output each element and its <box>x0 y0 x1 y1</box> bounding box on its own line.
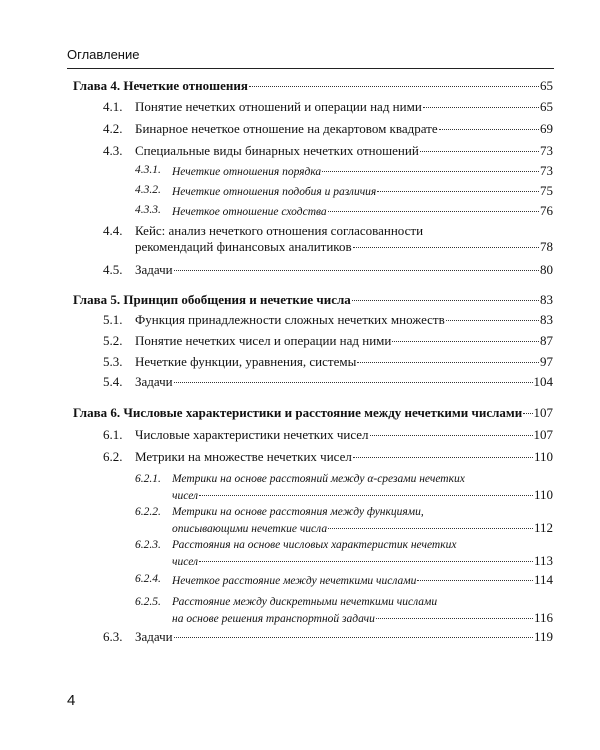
toc-entry-title: Нечеткое отношение сходства <box>172 206 327 218</box>
toc-entry-title: рекомендаций финансовых аналитиков <box>135 239 352 254</box>
toc-dot-leader <box>353 457 533 458</box>
toc-entry-title: Глава 6. Числовые характеристики и расстояние между нечеткими числами <box>73 405 523 420</box>
toc-dot-leader <box>353 247 539 248</box>
toc-dot-leader <box>420 151 539 152</box>
toc-page-number: 80 <box>540 262 553 277</box>
toc-entry-title: Задачи <box>135 629 173 644</box>
toc-dot-leader <box>357 362 539 363</box>
toc-page-number: 110 <box>533 487 553 502</box>
toc-entry-title: Понятие нечетких чисел и операции над ними <box>135 333 392 348</box>
toc-entry[interactable] <box>103 374 553 390</box>
toc-entry-title: Нечеткое расстояние между нечеткими числами <box>172 575 417 587</box>
toc-dot-leader <box>423 107 539 108</box>
page-number: 4 <box>67 692 76 709</box>
toc-entry-number: 5.4. <box>103 374 123 389</box>
toc-page-number: 83 <box>540 292 553 307</box>
toc-chapter[interactable] <box>73 292 553 308</box>
toc-entry-title: Задачи <box>135 262 173 277</box>
toc-entry-title: Глава 5. Принцип обобщения и нечеткие числа <box>73 292 351 307</box>
toc-page-number: 119 <box>533 629 553 644</box>
toc-entry-number: 5.3. <box>103 354 123 369</box>
toc-dot-leader <box>446 320 539 321</box>
toc-entry-number: 6.2.2. <box>135 506 161 518</box>
toc-page-number: 73 <box>540 163 553 178</box>
toc-entry-title: Задачи <box>135 374 173 389</box>
toc-entry-title: Функция принадлежности сложных нечетких множеств <box>135 312 445 327</box>
toc-entry[interactable] <box>135 203 553 220</box>
toc-entry[interactable] <box>103 354 553 370</box>
toc-chapter[interactable] <box>73 78 553 94</box>
toc-entry-number: 4.1. <box>103 99 123 114</box>
toc-dot-leader <box>328 211 539 212</box>
toc-dot-leader <box>174 270 539 271</box>
toc-entry-title: Нечеткие отношения подобия и различия <box>172 186 377 198</box>
toc-entry-title: Глава 4. Нечеткие отношения <box>73 78 248 93</box>
toc-entry-title: чисел <box>172 490 199 502</box>
toc-entry-title: Числовые характеристики нечетких чисел <box>135 427 369 442</box>
toc-dot-leader <box>523 413 532 414</box>
toc-page-number: 78 <box>540 239 553 254</box>
toc-entry-number: 4.2. <box>103 121 123 136</box>
toc-entry[interactable] <box>103 427 553 443</box>
toc-entry[interactable] <box>135 595 553 627</box>
toc-page-number: 114 <box>533 572 553 587</box>
toc-entry-number: 4.3.3. <box>135 204 161 216</box>
toc-entry[interactable] <box>135 572 553 589</box>
toc-entry-title: Расстояния на основе числовых характеристик нечетких <box>172 539 457 551</box>
toc-entry-title: Бинарное нечеткое отношение на декартовом квадрате <box>135 121 438 136</box>
toc-entry-title: Специальные виды бинарных нечетких отношений <box>135 143 419 158</box>
toc-page-number: 104 <box>533 374 553 389</box>
toc-entry[interactable] <box>103 121 553 137</box>
toc-dot-leader <box>322 171 539 172</box>
toc-entry-title: Метрики на основе расстояния между функциями, <box>172 506 424 518</box>
toc-entry-title: Нечеткие отношения порядка <box>172 166 322 178</box>
toc-entry[interactable] <box>103 262 553 278</box>
toc-page-number: 107 <box>533 405 553 420</box>
toc-chapter[interactable] <box>73 405 553 421</box>
toc-entry-number: 6.3. <box>103 629 123 644</box>
toc-dot-leader <box>377 191 539 192</box>
toc-entry-number: 6.2. <box>103 449 123 464</box>
running-head: Оглавление <box>67 47 140 62</box>
toc-dot-leader <box>417 580 533 581</box>
toc-page-number: 97 <box>540 354 553 369</box>
toc-dot-leader <box>370 435 533 436</box>
toc-entry-number: 4.3.2. <box>135 184 161 196</box>
toc-entry[interactable] <box>103 629 553 645</box>
toc-dot-leader <box>174 382 533 383</box>
toc-entry-number: 6.2.1. <box>135 473 161 485</box>
toc-entry[interactable] <box>103 143 553 159</box>
toc-entry[interactable] <box>103 312 553 328</box>
toc-page-number: 65 <box>540 99 553 114</box>
toc-entry[interactable] <box>135 163 553 180</box>
toc-dot-leader <box>328 528 533 529</box>
toc-entry-number: 6.2.4. <box>135 573 161 585</box>
toc-entry-number: 6.1. <box>103 427 123 442</box>
toc-entry[interactable] <box>103 449 553 465</box>
toc-entry[interactable] <box>103 223 553 255</box>
toc-dot-leader <box>352 300 539 301</box>
toc-entry-number: 5.2. <box>103 333 123 348</box>
toc-page-number: 73 <box>540 143 553 158</box>
toc-entry-title: Расстояние между дискретными нечеткими числами <box>172 596 438 608</box>
toc-page-number: 65 <box>540 78 553 93</box>
toc-entry-title: Метрики на множестве нечетких чисел <box>135 449 352 464</box>
toc-entry-title: описывающими нечеткие числа <box>172 523 328 535</box>
toc-entry-title: Кейс: анализ нечеткого отношения согласованности <box>135 223 424 238</box>
toc-entry[interactable] <box>135 183 553 200</box>
toc-dot-leader <box>199 495 533 496</box>
toc-dot-leader <box>439 129 539 130</box>
toc-entry-number: 6.2.5. <box>135 596 161 608</box>
toc-dot-leader <box>376 618 533 619</box>
toc-page-number: 87 <box>540 333 553 348</box>
toc-entry-title: Метрики на основе расстояний между α-срезами нечетких <box>172 473 465 485</box>
toc-dot-leader <box>199 561 533 562</box>
toc-entry-number: 4.5. <box>103 262 123 277</box>
toc-entry-number: 4.3.1. <box>135 164 161 176</box>
toc-entry-number: 4.4. <box>103 223 123 238</box>
toc-entry-title: Понятие нечетких отношений и операции над ними <box>135 99 422 114</box>
toc-entry[interactable] <box>135 472 553 504</box>
toc-dot-leader <box>249 86 539 87</box>
toc-page-number: 83 <box>540 312 553 327</box>
toc-page-number: 76 <box>540 203 553 218</box>
toc-page-number: 107 <box>533 427 553 442</box>
toc-entry-title: Нечеткие функции, уравнения, системы <box>135 354 357 369</box>
toc-page-number: 112 <box>533 520 553 535</box>
toc-page-number: 110 <box>533 449 553 464</box>
toc-entry-number: 4.3. <box>103 143 123 158</box>
toc-page-number: 75 <box>540 183 553 198</box>
toc-page-number: 113 <box>533 553 553 568</box>
toc-entry-title: на основе решения транспортной задачи <box>172 613 375 625</box>
toc-page-number: 116 <box>533 610 553 625</box>
toc-entry[interactable] <box>103 99 553 115</box>
toc-entry-title: чисел <box>172 556 199 568</box>
toc-entry[interactable] <box>135 538 553 570</box>
toc-page-number: 69 <box>540 121 553 136</box>
toc-entry-number: 5.1. <box>103 312 123 327</box>
toc-entry[interactable] <box>135 505 553 537</box>
toc-dot-leader <box>392 341 539 342</box>
toc-dot-leader <box>174 637 533 638</box>
toc-entry-number: 6.2.3. <box>135 539 161 551</box>
toc-entry[interactable] <box>103 333 553 349</box>
